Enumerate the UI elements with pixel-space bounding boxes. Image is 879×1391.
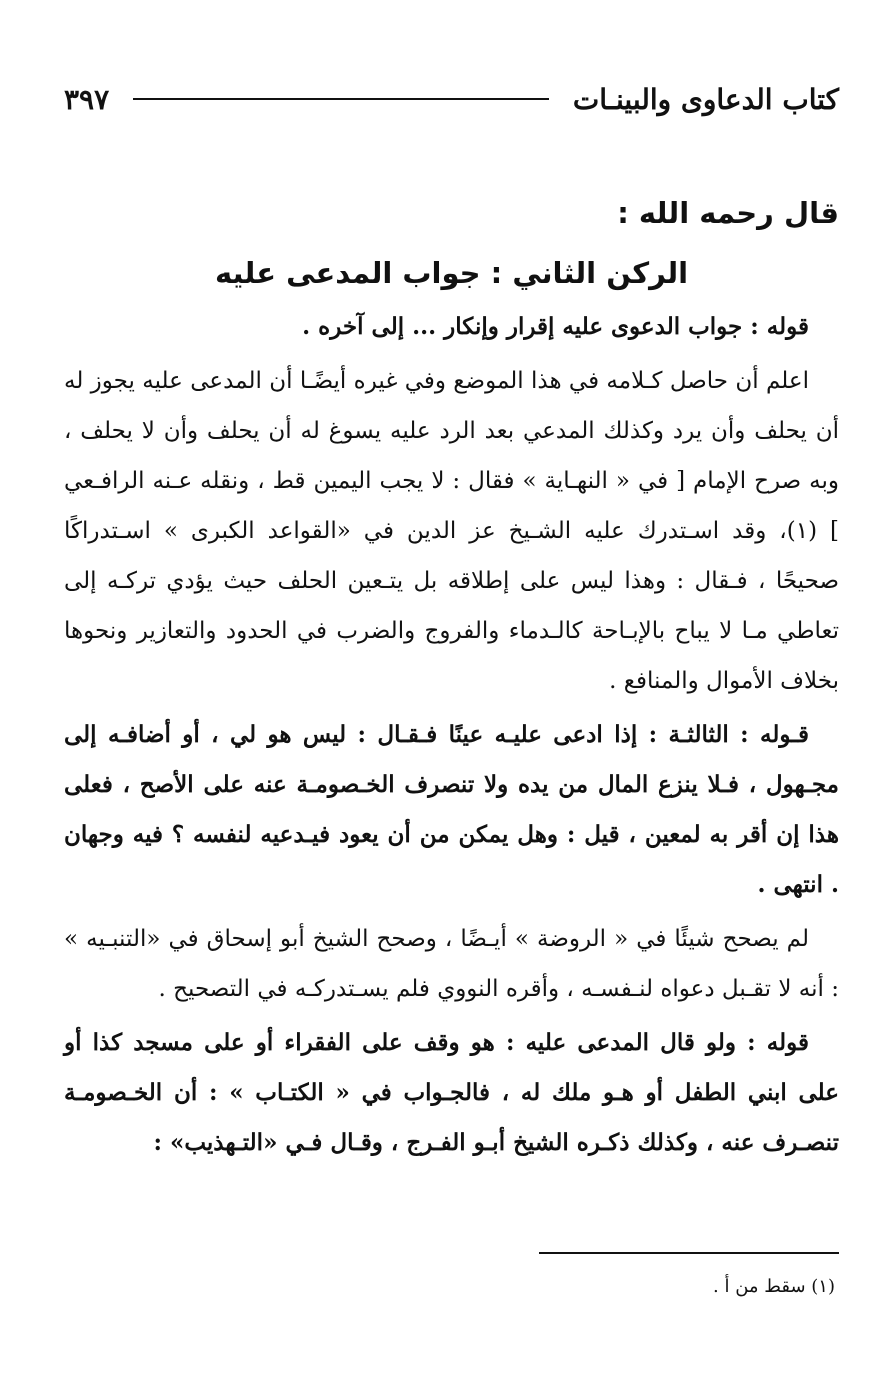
paragraph-quote-1: قوله : جواب الدعوى عليه إقرار وإنكار ... إلى آخره . [302, 313, 809, 340]
running-header [64, 74, 839, 124]
book-title: كتاب الدعاوى والبينـات [572, 82, 839, 116]
footnote-rule [539, 1252, 839, 1254]
paragraph-quote-3: قوله : ولو قال المدعى عليه : هو وقف على الفقراء أو على مسجد كذا أو على ابني الطفل أو هـو ملك له ، فالجـواب في « الكتـاب » : أن الخـصومـة تنصـرف عنه ، وكذلك ذكـره الشيخ أبـو الفـرج ، وقـال فـي «التـهذيب» : [64, 1029, 839, 1156]
page-body [64, 190, 839, 1168]
footnote: (١) سقط من أ . [713, 1276, 835, 1297]
paragraph-commentary-1: اعلم أن حاصل كـلامه في هذا الموضع وفي غيره أيضًـا أن المدعى عليه يجوز له أن يحلف وأن يرد وكذلك المدعي بعد الرد عليه يسوغ له أن يحلف وأن لا يحلف ، وبه صرح الإمام [ في « النهـاية » فقال : لا يجب اليمين قط ، ونقله عـنه الرافـعي ] (١)، وقد اسـتدرك عليه الشـيخ عز الدين في «القواعد الكبرى » اسـتدراكًا صحيحًا ، فـقال : وهذا ليس على إطلاقه بل يتـعين الحلف حيث يؤدي تركـه إلى تعاطي مـا لا يباح بالإبـاحة كالـدماء والفروج والضرب في الحدود والتعازير ونحوها بخلاف الأموال والمنافع . [64, 368, 839, 694]
author-said-heading: قال رحمه الله : [617, 196, 839, 230]
section-title: الركن الثاني : جواب المدعى عليه [214, 256, 689, 290]
header-rule [133, 98, 549, 100]
page-number: ٣٩٧ [64, 82, 110, 116]
paragraph-quote-2: قـوله : الثالثـة : إذا ادعى عليـه عينًا فـقـال : ليس هو لي ، أو أضافـه إلى مجـهول ، فـلا ينزع المال من يده ولا تنصرف الخـصومـة عنه على الأصح ، فعلى هذا إن أقر به لمعين ، قيل : وهل يمكن من أن يعود فيـدعيه لنفسه ؟ فيه وجهان . انتهى . [64, 721, 839, 898]
paragraph-commentary-2: لم يصحح شيئًا في « الروضة » أيـضًا ، وصحح الشيخ أبو إسحاق في «التنبـيه » : أنه لا تقـبل دعواه لنـفسـه ، وأقره النووي فلم يسـتدركـه في التصحيح . [64, 926, 839, 1002]
